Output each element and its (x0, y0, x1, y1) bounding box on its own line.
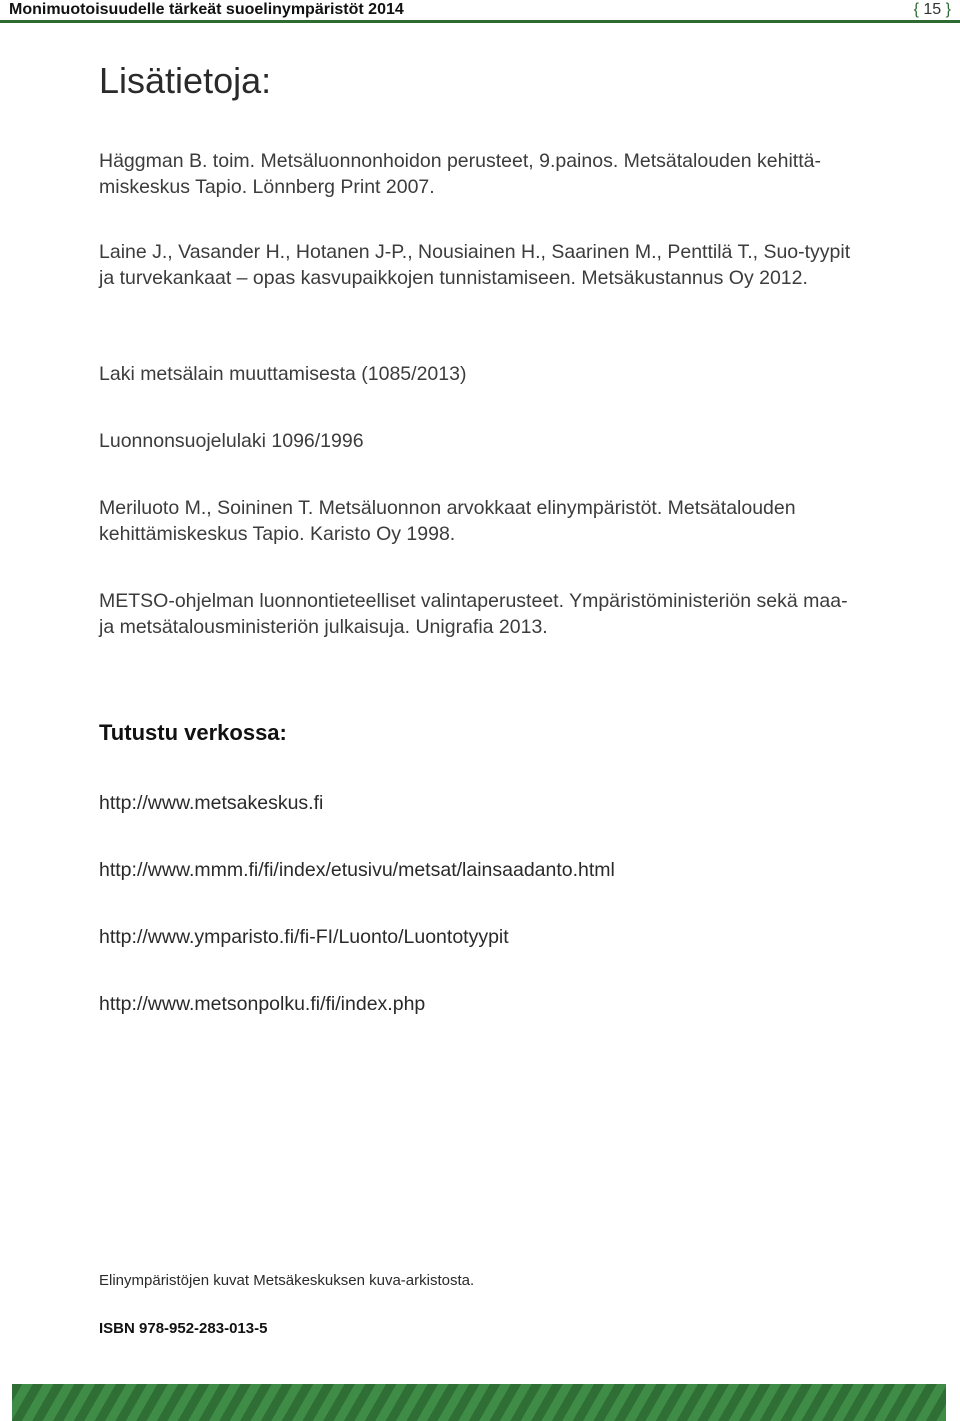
web-link[interactable]: http://www.metsakeskus.fi (99, 792, 324, 814)
reference-item: Laine J., Vasander H., Hotanen J-P., Nousiainen H., Saarinen M., Penttilä T., Suo-tyypit ja turvekankaat – opas kasvupaikkojen tunnistamiseen. Metsäkustannus Oy 2012. (99, 241, 851, 289)
page-number-value: 15 (923, 1, 942, 18)
reference-item: Laki metsälain muuttamisesta (1085/2013) (99, 363, 467, 385)
page-number (914, 0, 951, 20)
web-section-heading: Tutustu verkossa: (99, 720, 287, 745)
web-link[interactable]: http://www.ymparisto.fi/fi-FI/Luonto/Luontotyypit (99, 926, 509, 948)
isbn-number: ISBN 978-952-283-013-5 (99, 1320, 268, 1337)
header-divider (0, 20, 960, 23)
web-link[interactable]: http://www.mmm.fi/fi/index/etusivu/metsat/lainsaadanto.html (99, 859, 615, 881)
reference-item: Häggman B. toim. Metsäluonnonhoidon perusteet, 9.painos. Metsätalouden kehittä-miskeskus Tapio. Lönnberg Print 2007. (99, 150, 821, 198)
document-title: Monimuotoisuudelle tärkeät suoelinympäristöt 2014 (9, 1, 404, 18)
page-number-close-brace: } (945, 1, 951, 18)
web-link[interactable]: http://www.metsonpolku.fi/fi/index.php (99, 993, 426, 1015)
page-number-open-brace: { (913, 1, 919, 18)
page-heading: Lisätietoja: (99, 60, 272, 101)
reference-item: METSO-ohjelman luonnontieteelliset valintaperusteet. Ympäristöministeriön sekä maa- ja metsätalousministeriön julkaisuja. Unigrafia 2013. (99, 590, 848, 638)
page-header (0, 0, 960, 24)
reference-item: Meriluoto M., Soininen T. Metsäluonnon arvokkaat elinympäristöt. Metsätalouden kehittämiskeskus Tapio. Karisto Oy 1998. (99, 497, 796, 545)
photo-credit: Elinympäristöjen kuvat Metsäkeskuksen kuva-arkistosta. (99, 1272, 475, 1289)
decorative-footer-stripe (12, 1384, 946, 1421)
reference-item: Luonnonsuojelulaki 1096/1996 (99, 430, 364, 452)
